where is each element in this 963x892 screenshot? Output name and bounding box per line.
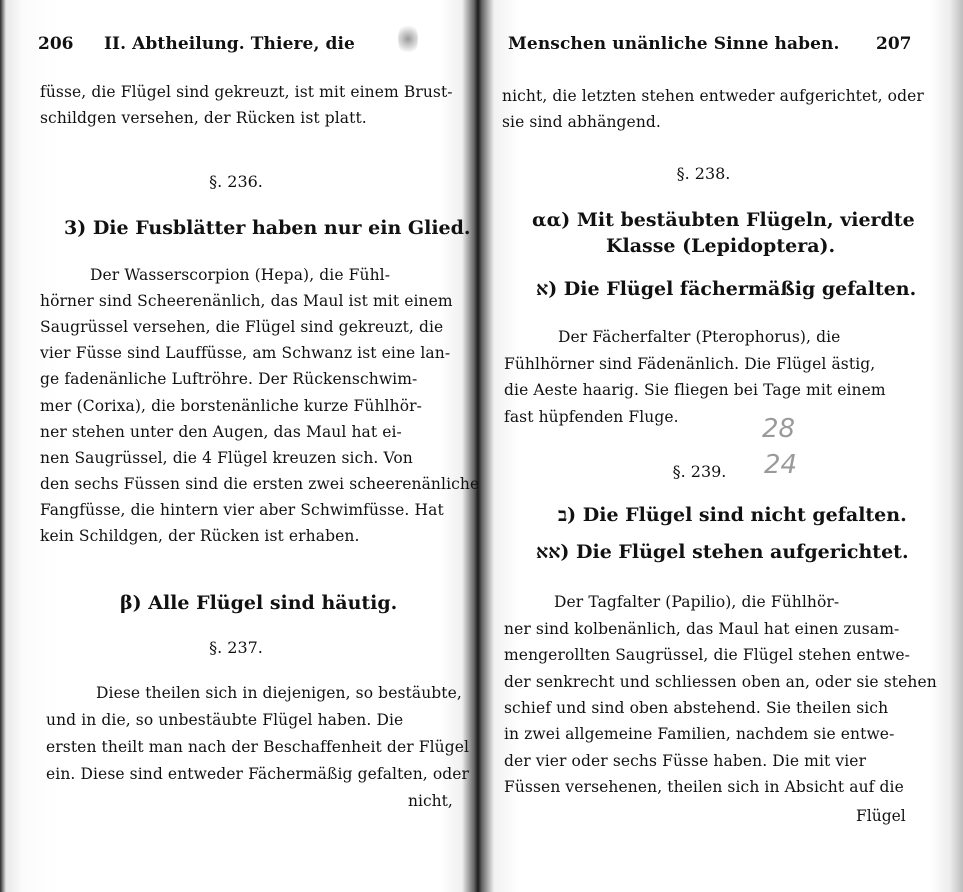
heading-faechermaessig: א) Die Flügel fächermäßig gefalten.: [536, 278, 917, 300]
text-line: ner stehen unter den Augen, das Maul hat ei-: [40, 423, 402, 441]
text-line: schildgen versehen, der Rücken ist platt.: [40, 109, 367, 127]
catchword-left: nicht,: [408, 792, 453, 810]
text-line: ersten theilt man nach der Beschaffenheit der Flügel: [46, 738, 470, 756]
pencil-note: 28: [762, 414, 796, 444]
heading-bestaeubte-fluegel: αα) Mit bestäubten Flügeln, vierdte: [532, 209, 915, 231]
text-line: in zwei allgemeine Familien, nachdem sie entwe-: [504, 725, 895, 743]
page-number-right: 207: [876, 34, 912, 54]
text-line: mengerollten Saugrüssel, die Flügel stehen entwe-: [504, 646, 910, 664]
section-number-236: §. 236.: [209, 172, 263, 191]
text-line: mer (Corixa), die borstenänliche kurze Fühlhör-: [40, 397, 422, 415]
text-line: schief und sind oben abstehend. Sie theilen sich: [504, 699, 889, 717]
text-line: der vier oder sechs Füsse haben. Die mit vier: [504, 752, 867, 770]
right-page: [484, 0, 963, 892]
text-line: nicht, die letzten stehen entweder aufgerichtet, oder: [502, 87, 924, 105]
text-line: Der Wasserscorpion (Hepa), die Fühl-: [90, 266, 391, 284]
text-line: Fangfüsse, die hintern vier aber Schwimfüsse. Hat: [40, 501, 444, 519]
text-line: fast hüpfenden Fluge.: [504, 408, 679, 426]
text-line: Der Tagfalter (Papilio), die Fühlhör-: [554, 593, 840, 611]
text-line: ein. Diese sind entweder Fächermäßig gefalten, oder: [46, 765, 470, 783]
heading-fusblaetter: 3) Die Fusblätter haben nur ein Glied.: [64, 217, 471, 239]
text-line: sie sind abhängend.: [502, 113, 661, 131]
text-line: ner sind kolbenänlich, das Maul hat einen zusam-: [504, 620, 900, 638]
text-line: der senkrecht und schliessen oben an, oder sie stehen: [504, 673, 937, 691]
text-line: Der Fächerfalter (Pterophorus), die: [558, 328, 841, 346]
heading-alle-fluegel: β) Alle Flügel sind häutig.: [120, 592, 398, 614]
text-line: hörner sind Scheerenänlich, das Maul ist mit einem: [40, 292, 453, 310]
page-number-left: 206: [38, 34, 74, 54]
section-number-237: §. 237.: [209, 638, 263, 657]
heading-klasse-lepidoptera: Klasse (Lepidoptera).: [606, 235, 836, 257]
section-number-238: §. 238.: [676, 164, 731, 183]
text-line: vier Füsse sind Lauffüsse, am Schwanz ist eine lan-: [40, 344, 451, 362]
text-line: und in die, so unbestäubte Flügel haben. Die: [46, 711, 404, 729]
text-line: Fühlhörner sind Fädenänlich. Die Flügel ästig,: [504, 355, 876, 373]
heading-aufgerichtet: אא) Die Flügel stehen aufgerichtet.: [536, 541, 909, 563]
text-line: Saugrüssel versehen, die Flügel sind gekreuzt, die: [40, 318, 444, 336]
ink-smudge: [398, 22, 418, 56]
text-line: füsse, die Flügel sind gekreuzt, ist mit einem Brust-: [40, 83, 453, 101]
text-line: kein Schildgen, der Rücken ist erhaben.: [40, 527, 360, 545]
text-line: Füssen versehenen, theilen sich in Absicht auf die: [504, 778, 904, 796]
left-page: [0, 0, 480, 892]
text-line: die Aeste haarig. Sie fliegen bei Tage mit einem: [504, 381, 886, 399]
pencil-note: 24: [764, 450, 798, 480]
catchword-right: Flügel: [856, 807, 906, 825]
section-number-239: §. 239.: [672, 462, 727, 481]
text-line: ge fadenänliche Luftröhre. Der Rückenschwim-: [40, 370, 418, 388]
heading-nicht-gefalten: ב) Die Flügel sind nicht gefalten.: [558, 504, 907, 526]
text-line: nen Saugrüssel, die 4 Flügel kreuzen sich. Von: [40, 449, 413, 467]
running-head-left: II. Abtheilung. Thiere, die: [104, 34, 355, 54]
running-head-right: Menschen unänliche Sinne haben.: [508, 34, 840, 54]
text-line: Diese theilen sich in diejenigen, so bestäubte,: [96, 684, 462, 702]
text-line: den sechs Füssen sind die ersten zwei scheerenänliche: [40, 475, 480, 493]
